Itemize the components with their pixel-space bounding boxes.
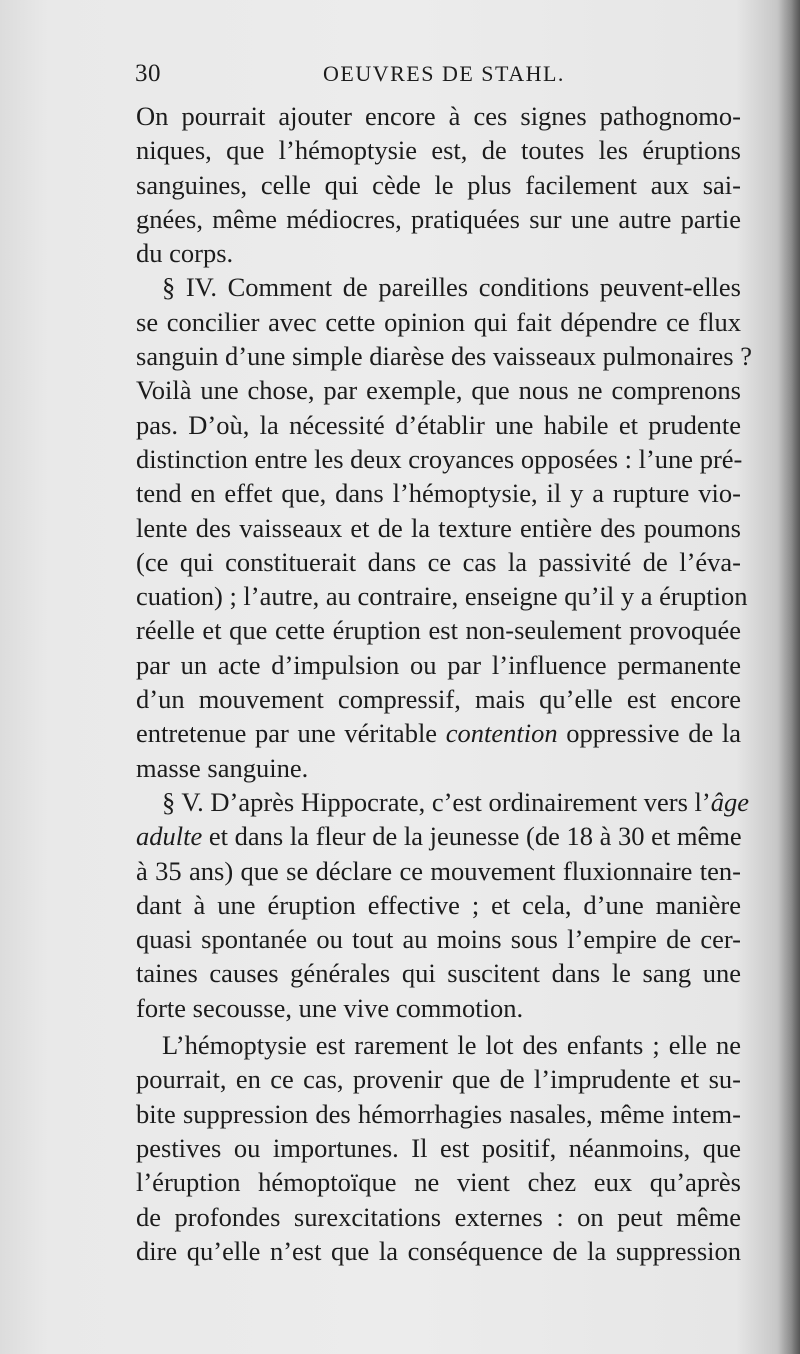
- text-segment: tend en effet que, dans l’hémoptysie, il y a rupture vio-: [136, 478, 741, 509]
- text-line: [136, 442, 741, 476]
- italic-text: adulte: [136, 821, 203, 852]
- text-line: [136, 270, 741, 304]
- text-line: [136, 682, 741, 716]
- text-line: [136, 1165, 741, 1199]
- text-line: [136, 1097, 741, 1131]
- text-segment: quasi spontanée ou tout au moins sous l’empire de cer-: [136, 924, 741, 955]
- text-segment: niques, que l’hémoptysie est, de toutes les éruptions: [136, 135, 741, 166]
- text-line: [136, 956, 741, 990]
- text-segment: du corps.: [136, 238, 234, 269]
- text-line: [136, 168, 741, 202]
- text-segment: bite suppression des hémorrhagies nasales, même intem-: [136, 1098, 741, 1129]
- text-segment: pas. D’où, la nécessité d’établir une habile et prudente: [136, 409, 741, 440]
- text-segment: Voilà une chose, par exemple, que nous ne comprenons: [136, 375, 741, 406]
- text-line: [136, 579, 748, 613]
- text-segment: cuation) ; l’autre, au contraire, enseigne qu’il y a éruption: [136, 581, 748, 612]
- text-line: [136, 305, 741, 339]
- text-line: [136, 716, 741, 750]
- text-segment: gnées, même médiocres, pratiquées sur une autre partie: [136, 203, 741, 234]
- text-segment: et dans la fleur de la jeunesse (de 18 à 30 et même: [202, 821, 742, 852]
- text-segment: L’hémoptysie est rarement le lot des enfants ; elle ne: [162, 1030, 741, 1061]
- text-segment: (ce qui constituerait dans ce cas la passivité de l’éva-: [136, 546, 741, 577]
- italic-text: âge: [710, 786, 749, 817]
- text-line: [136, 545, 741, 579]
- text-segment: réelle et que cette éruption est non-seulement provoquée: [136, 615, 741, 646]
- text-segment: pourrait, en ce cas, provenir que de l’imprudente et su-: [136, 1064, 741, 1095]
- text-segment: On pourrait ajouter encore à ces signes pathognomo-: [136, 101, 741, 131]
- text-segment: à 35 ans) que se déclare ce mouvement fluxionnaire ten-: [136, 855, 741, 886]
- text-line: [136, 922, 741, 956]
- text-line: [136, 373, 741, 407]
- running-head: [135, 60, 745, 94]
- text-line: [136, 1234, 741, 1268]
- text-line: [136, 511, 741, 545]
- text-line: [136, 854, 741, 888]
- text-segment: par un acte d’impulsion ou par l’influence permanente: [136, 649, 741, 680]
- text-segment: pestives ou importunes. Il est positif, néanmoins, que: [136, 1132, 741, 1163]
- text-line: [136, 888, 741, 922]
- text-line: [136, 202, 741, 236]
- text-segment: § V. D’après Hippocrate, c’est ordinairement vers l’: [162, 786, 711, 817]
- text-segment: se concilier avec cette opinion qui fait dépendre ce flux: [136, 306, 741, 337]
- text-segment: sanguin d’une simple diarèse des vaisseaux pulmonaires ?: [136, 341, 752, 372]
- text-line: [136, 476, 741, 510]
- text-line: [136, 751, 741, 785]
- italic-text: contention: [445, 718, 558, 749]
- text-segment: de profondes surexcitations externes : on peut même: [136, 1201, 741, 1232]
- text-segment: masse sanguine.: [136, 752, 309, 783]
- page-number: 30: [135, 60, 161, 87]
- text-line: [136, 785, 749, 819]
- body-text: [136, 99, 752, 1268]
- text-line: [136, 991, 741, 1025]
- text-segment: § IV. Comment de pareilles conditions peuvent-elles: [162, 272, 741, 303]
- text-segment: d’un mouvement compressif, mais qu’elle est encore: [136, 684, 741, 715]
- text-line: [136, 133, 741, 167]
- text-line: [136, 339, 752, 373]
- text-segment: sanguines, celle qui cède le plus facilement aux sai-: [136, 169, 741, 200]
- text-line: [136, 819, 741, 853]
- text-line: [136, 99, 741, 133]
- text-segment: taines causes générales qui suscitent dans le sang une: [136, 958, 741, 989]
- text-line: [136, 1131, 741, 1165]
- text-line: [136, 408, 741, 442]
- text-segment: dant à une éruption effective ; et cela, d’une manière: [136, 889, 741, 920]
- text-line: [136, 1200, 741, 1234]
- text-segment: oppressive de la: [557, 718, 741, 749]
- text-segment: l’éruption hémoptoïque ne vient chez eux qu’après: [136, 1167, 741, 1198]
- spine-shadow: [778, 0, 800, 1354]
- text-line: [136, 1062, 741, 1096]
- text-line: [136, 648, 741, 682]
- text-line: [136, 236, 741, 270]
- text-segment: dire qu’elle n’est que la conséquence de la suppression: [136, 1235, 741, 1266]
- running-title: OEUVRES DE STAHL.: [323, 61, 565, 86]
- text-segment: distinction entre les deux croyances opposées : l’une pré-: [136, 443, 743, 474]
- text-segment: forte secousse, une vive commotion.: [136, 992, 524, 1023]
- text-segment: lente des vaisseaux et de la texture entière des poumons: [136, 512, 741, 543]
- text-segment: entretenue par une véritable: [136, 718, 446, 749]
- text-line: [136, 613, 741, 647]
- text-line: [136, 1028, 741, 1062]
